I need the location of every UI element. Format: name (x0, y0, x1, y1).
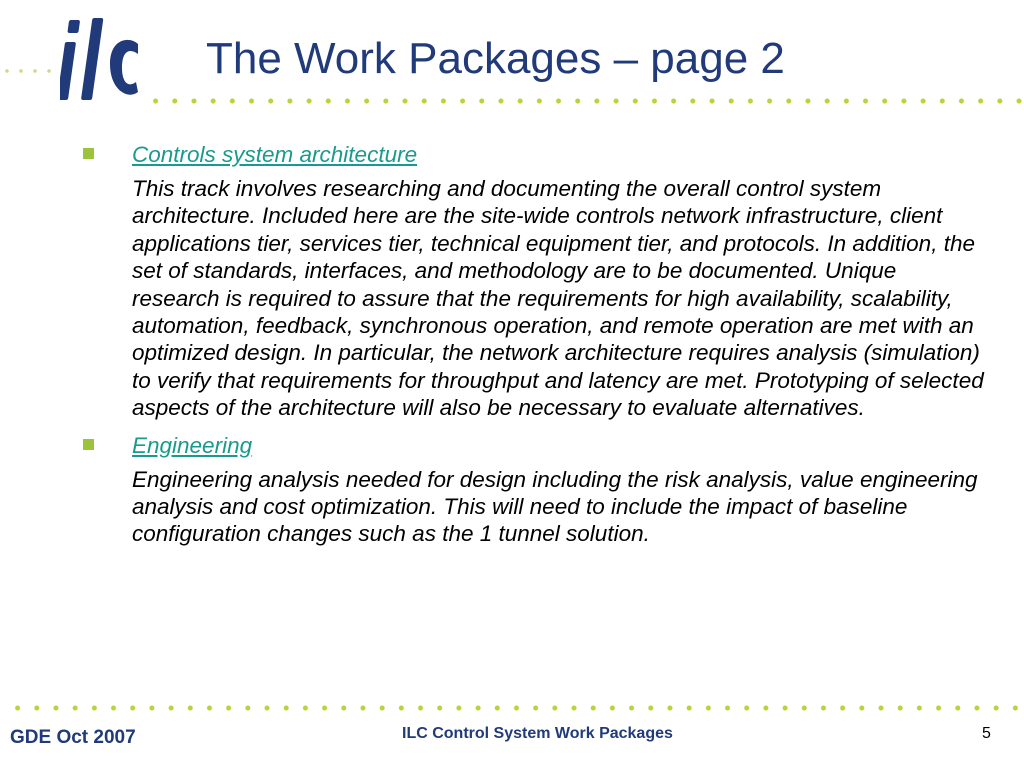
item-description: Engineering analysis needed for design including the risk analysis, value engineering analysis and cost optimization. This will need to include the impact of baseline configuration changes such as the 1 tunnel solution. (132, 466, 978, 547)
decorative-dots-top (146, 98, 1024, 104)
square-bullet-icon (83, 148, 94, 159)
bullet-list (78, 141, 988, 548)
footer-title: ILC Control System Work Packages (402, 725, 673, 742)
page-number: 5 (982, 725, 991, 742)
controls-system-architecture-link[interactable]: Controls system architecture (132, 142, 418, 167)
engineering-link[interactable]: Engineering (132, 432, 253, 458)
footer-date: GDE Oct 2007 (10, 727, 136, 748)
slide-title: The Work Packages – page 2 (206, 34, 785, 83)
list-item (78, 432, 988, 548)
decorative-dots-bottom (8, 705, 1024, 711)
item-description: This track involves researching and documenting the overall control system architecture. Included here are the site-wide controls network infrastructure, client applications tier, services tier, technical equipment tier, and protocols. In addition, the set of standards, interfaces, and methodology are to be documented. Unique research is required to assure that the requirements for high availability, scalability, automation, feedback, synchronous operation, and remote operation are met with an optimized design. In particular, the network architecture requires analysis (simulation) to verify that requirements for throughput and latency are met. Prototyping of selected aspects of the architecture will also be necessary to evaluate alternatives. (132, 176, 984, 421)
list-item (78, 141, 988, 422)
ilc-logo (60, 14, 140, 106)
decorative-dots-top-left (0, 68, 56, 74)
square-bullet-icon (83, 439, 94, 450)
